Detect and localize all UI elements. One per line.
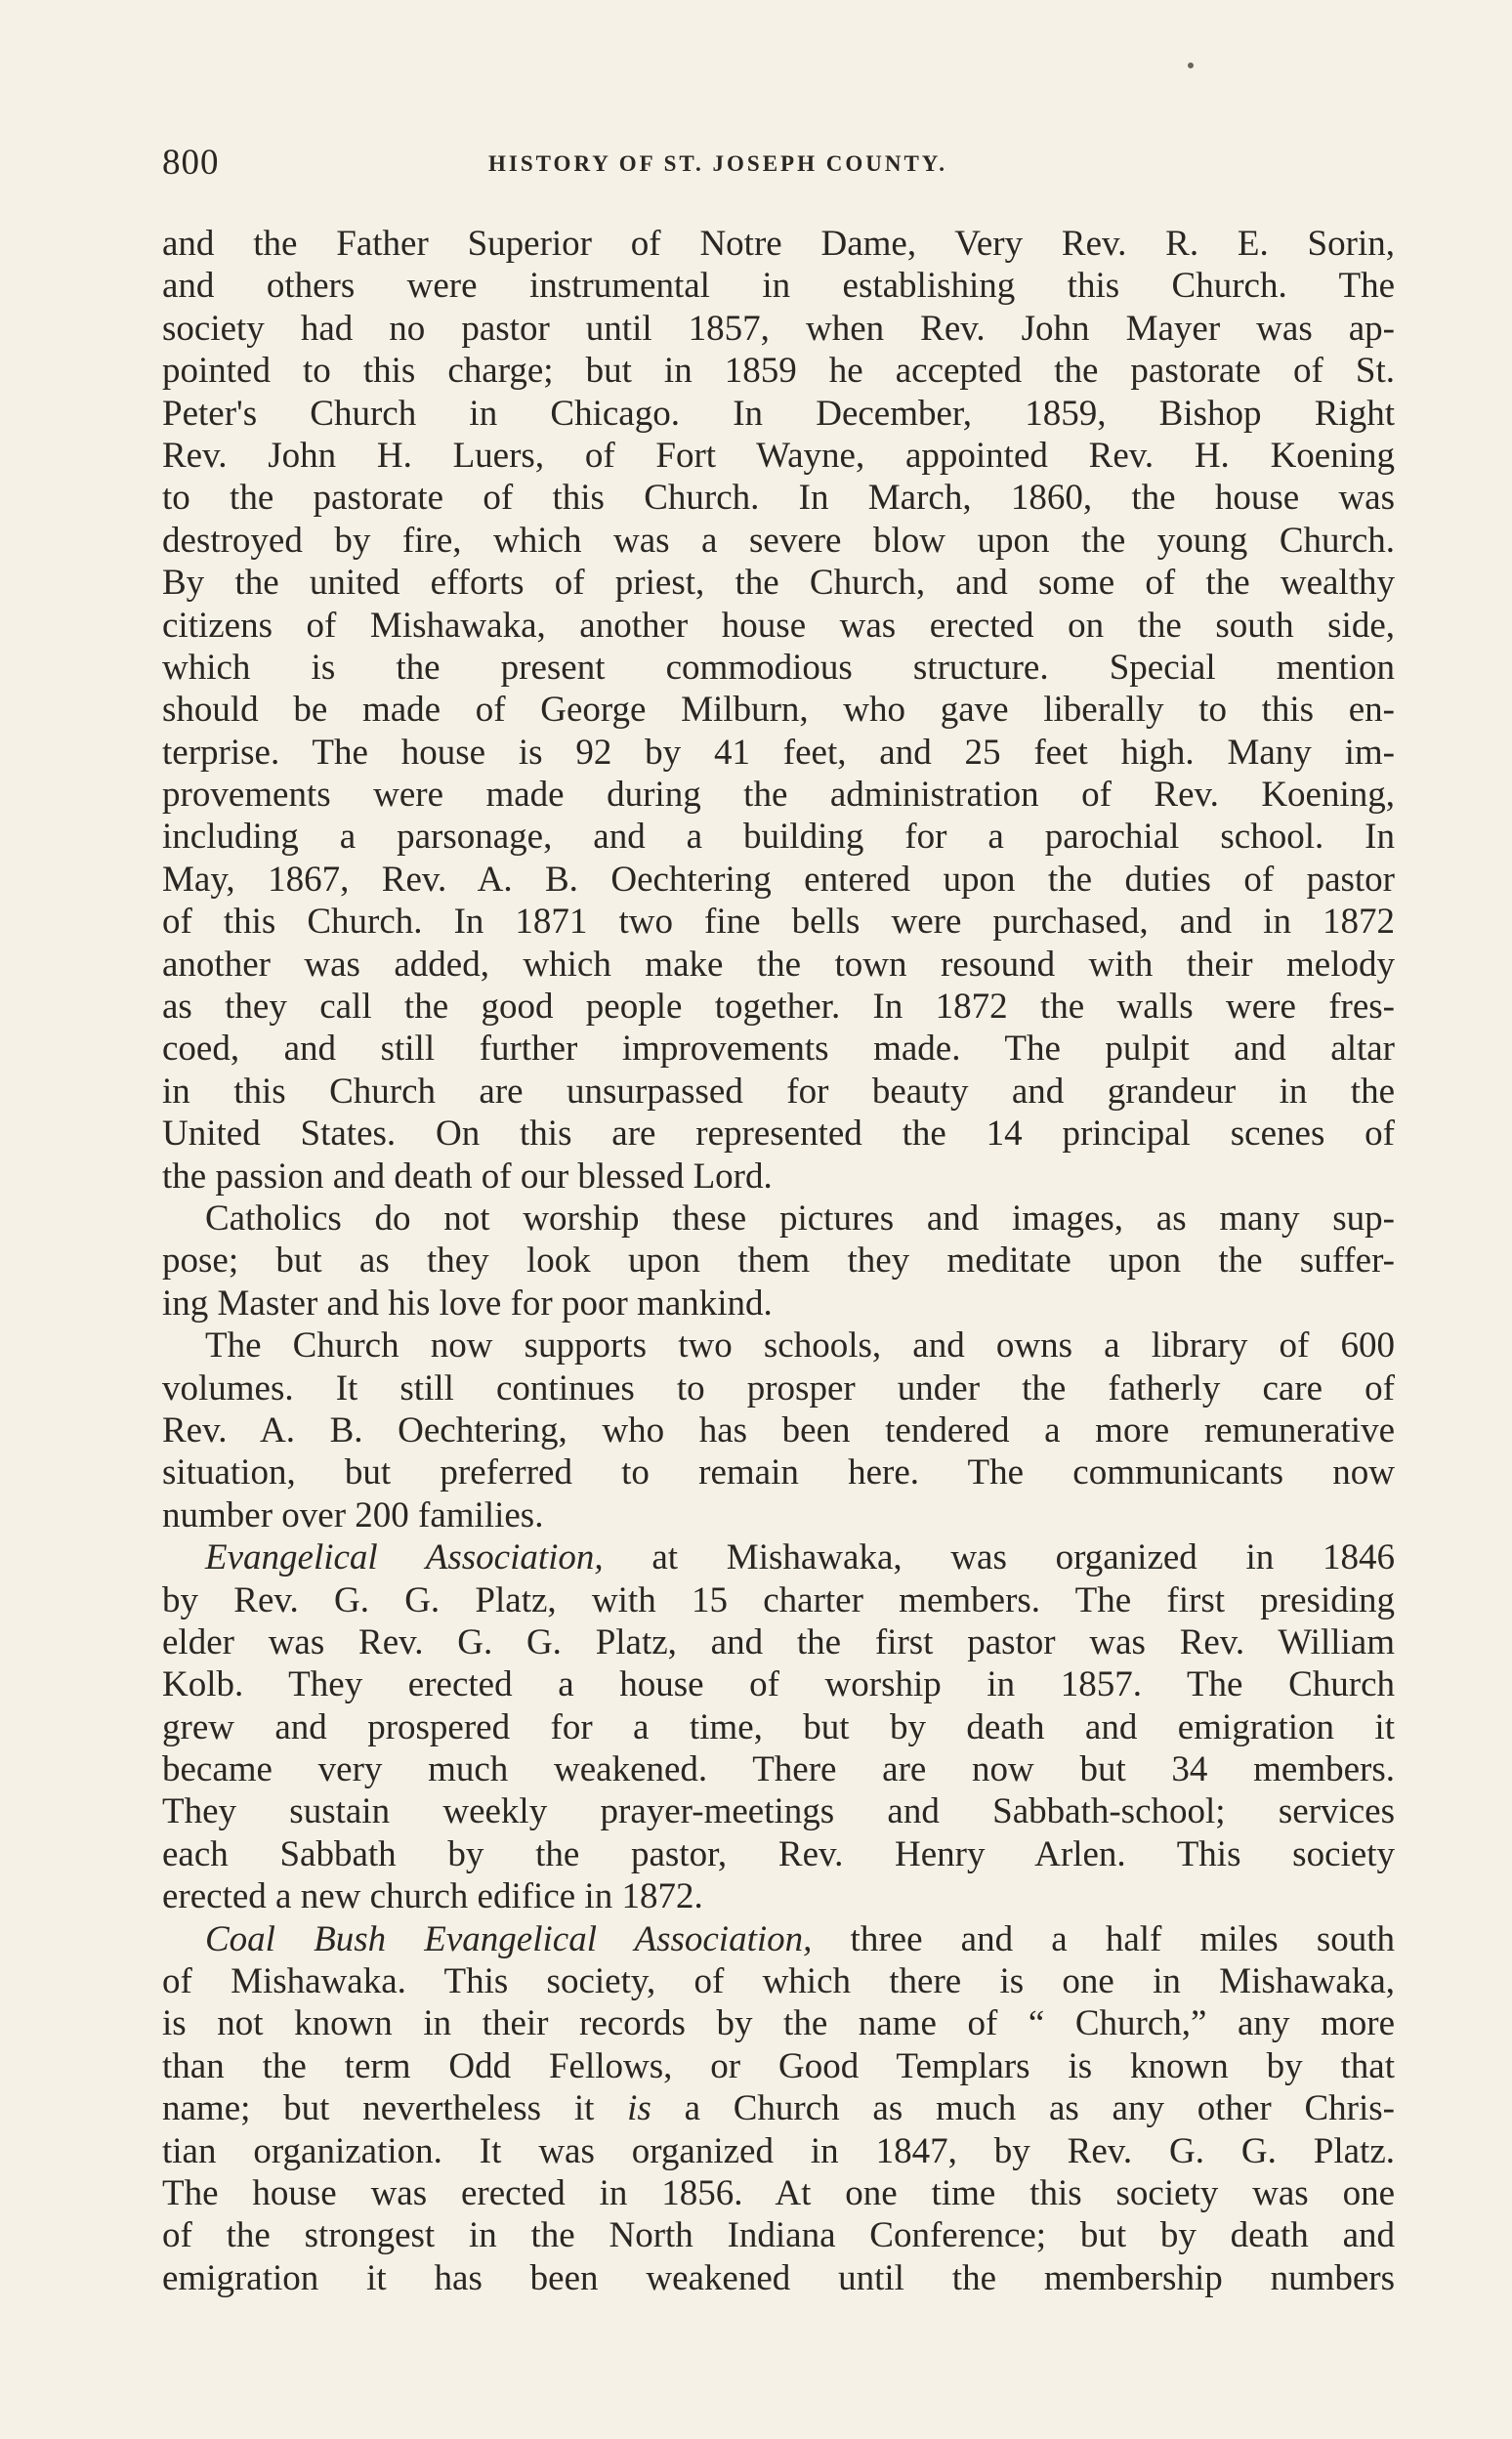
body-text xyxy=(162,223,1395,2299)
text-line: is not known in their records by the name of “ Church,” any more xyxy=(162,2003,1395,2044)
page-header xyxy=(162,142,1395,190)
text-line: citizens of Mishawaka, another house was erected on the south side, xyxy=(162,605,1395,646)
text-line: should be made of George Milburn, who gave liberally to this en- xyxy=(162,690,1395,731)
text-line: than the term Odd Fellows, or Good Templars is known by that xyxy=(162,2045,1395,2086)
text-line: by Rev. G. G. Platz, with 15 charter members. The first presiding xyxy=(162,1579,1395,1620)
text-line: Kolb. They erected a house of worship in 1857. The Church xyxy=(162,1664,1395,1705)
text-line: society had no pastor until 1857, when Rev. John Mayer was ap- xyxy=(162,308,1395,349)
italic-heading: Coal Bush Evangelical Association, xyxy=(205,1918,813,1959)
text-line: ing Master and his love for poor mankind. xyxy=(162,1283,773,1324)
text-line: elder was Rev. G. G. Platz, and the first pastor was Rev. William xyxy=(162,1621,1395,1662)
text-line: each Sabbath by the pastor, Rev. Henry Arlen. This society xyxy=(162,1833,1395,1874)
text-run: three and a half miles south xyxy=(812,1918,1395,1959)
text-line: emigration it has been weakened until the membership numbers xyxy=(162,2257,1395,2298)
text-line: and the Father Superior of Notre Dame, Very Rev. R. E. Sorin, xyxy=(162,224,1395,264)
text-line: became very much weakened. There are now but 34 members. xyxy=(162,1749,1395,1790)
text-line: including a parsonage, and a building for a parochial school. In xyxy=(162,817,1395,858)
text-line: The house was erected in 1856. At one time this society was one xyxy=(162,2172,1395,2213)
italic-heading: Evangelical Association, xyxy=(205,1537,604,1578)
text-line: of this Church. In 1871 two fine bells were purchased, and in 1872 xyxy=(162,902,1395,943)
text-line xyxy=(162,2087,1395,2129)
text-line: grew and prospered for a time, but by death and emigration it xyxy=(162,1706,1395,1747)
text-line: pointed to this charge; but in 1859 he accepted the pastorate of St. xyxy=(162,351,1395,392)
text-line: Catholics do not worship these pictures and images, as many sup- xyxy=(205,1198,1395,1239)
text-line: number over 200 families. xyxy=(162,1494,544,1535)
text-line: provements were made during the administration of Rev. Koening, xyxy=(162,775,1395,816)
ink-speck xyxy=(1188,63,1194,68)
text-line: and others were instrumental in establishing this Church. The xyxy=(162,266,1395,307)
text-line: Rev. A. B. Oechtering, who has been tendered a more remunerative xyxy=(162,1409,1395,1451)
text-run: a Church as much as any other Chris- xyxy=(651,2088,1395,2129)
text-line: another was added, which make the town resound with their melody xyxy=(162,944,1395,985)
text-line: of the strongest in the North Indiana Conference; but by death and xyxy=(162,2215,1395,2256)
text-line: destroyed by fire, which was a severe blow upon the young Church. xyxy=(162,520,1395,561)
text-line: Peter's Church in Chicago. In December, 1859, Bishop Right xyxy=(162,393,1395,434)
text-line: They sustain weekly prayer-meetings and Sabbath-school; services xyxy=(162,1791,1395,1832)
page-number: 800 xyxy=(162,143,220,183)
text-line: coed, and still further improvements made. The pulpit and altar xyxy=(162,1029,1395,1070)
text-line: situation, but preferred to remain here. The communicants now xyxy=(162,1452,1395,1493)
text-line: as they call the good people together. In 1872 the walls were fres- xyxy=(162,987,1395,1028)
text-line: United States. On this are represented the 14 principal scenes of xyxy=(162,1114,1395,1155)
text-line: the passion and death of our blessed Lord. xyxy=(162,1156,773,1197)
text-line: By the united efforts of priest, the Church, and some of the wealthy xyxy=(162,563,1395,604)
text-run: name; but nevertheless it xyxy=(162,2088,628,2129)
text-line: which is the present commodious structure. Special mention xyxy=(162,647,1395,688)
text-line: pose; but as they look upon them they meditate upon the suffer- xyxy=(162,1241,1395,1282)
text-line xyxy=(162,1536,1395,1578)
text-line: in this Church are unsurpassed for beauty and grandeur in the xyxy=(162,1071,1395,1112)
text-line: erected a new church edifice in 1872. xyxy=(162,1876,703,1917)
running-head: HISTORY OF ST. JOSEPH COUNTY. xyxy=(488,151,948,176)
text-line: Rev. John H. Luers, of Fort Wayne, appointed Rev. H. Koening xyxy=(162,435,1395,476)
text-line: terprise. The house is 92 by 41 feet, and 25 feet high. Many im- xyxy=(162,732,1395,773)
text-line xyxy=(162,1918,1395,1960)
italic-word: is xyxy=(627,2088,651,2129)
text-line: volumes. It still continues to prosper under the fatherly care of xyxy=(162,1367,1395,1409)
text-run: at Mishawaka, was organized in 1846 xyxy=(603,1537,1395,1578)
text-line: tian organization. It was organized in 1847, by Rev. G. G. Platz. xyxy=(162,2130,1395,2171)
text-line: May, 1867, Rev. A. B. Oechtering entered upon the duties of pastor xyxy=(162,859,1395,900)
text-line: of Mishawaka. This society, of which there is one in Mishawaka, xyxy=(162,1961,1395,2002)
text-line: to the pastorate of this Church. In March, 1860, the house was xyxy=(162,478,1395,519)
text-line: The Church now supports two schools, and owns a library of 600 xyxy=(205,1325,1395,1367)
